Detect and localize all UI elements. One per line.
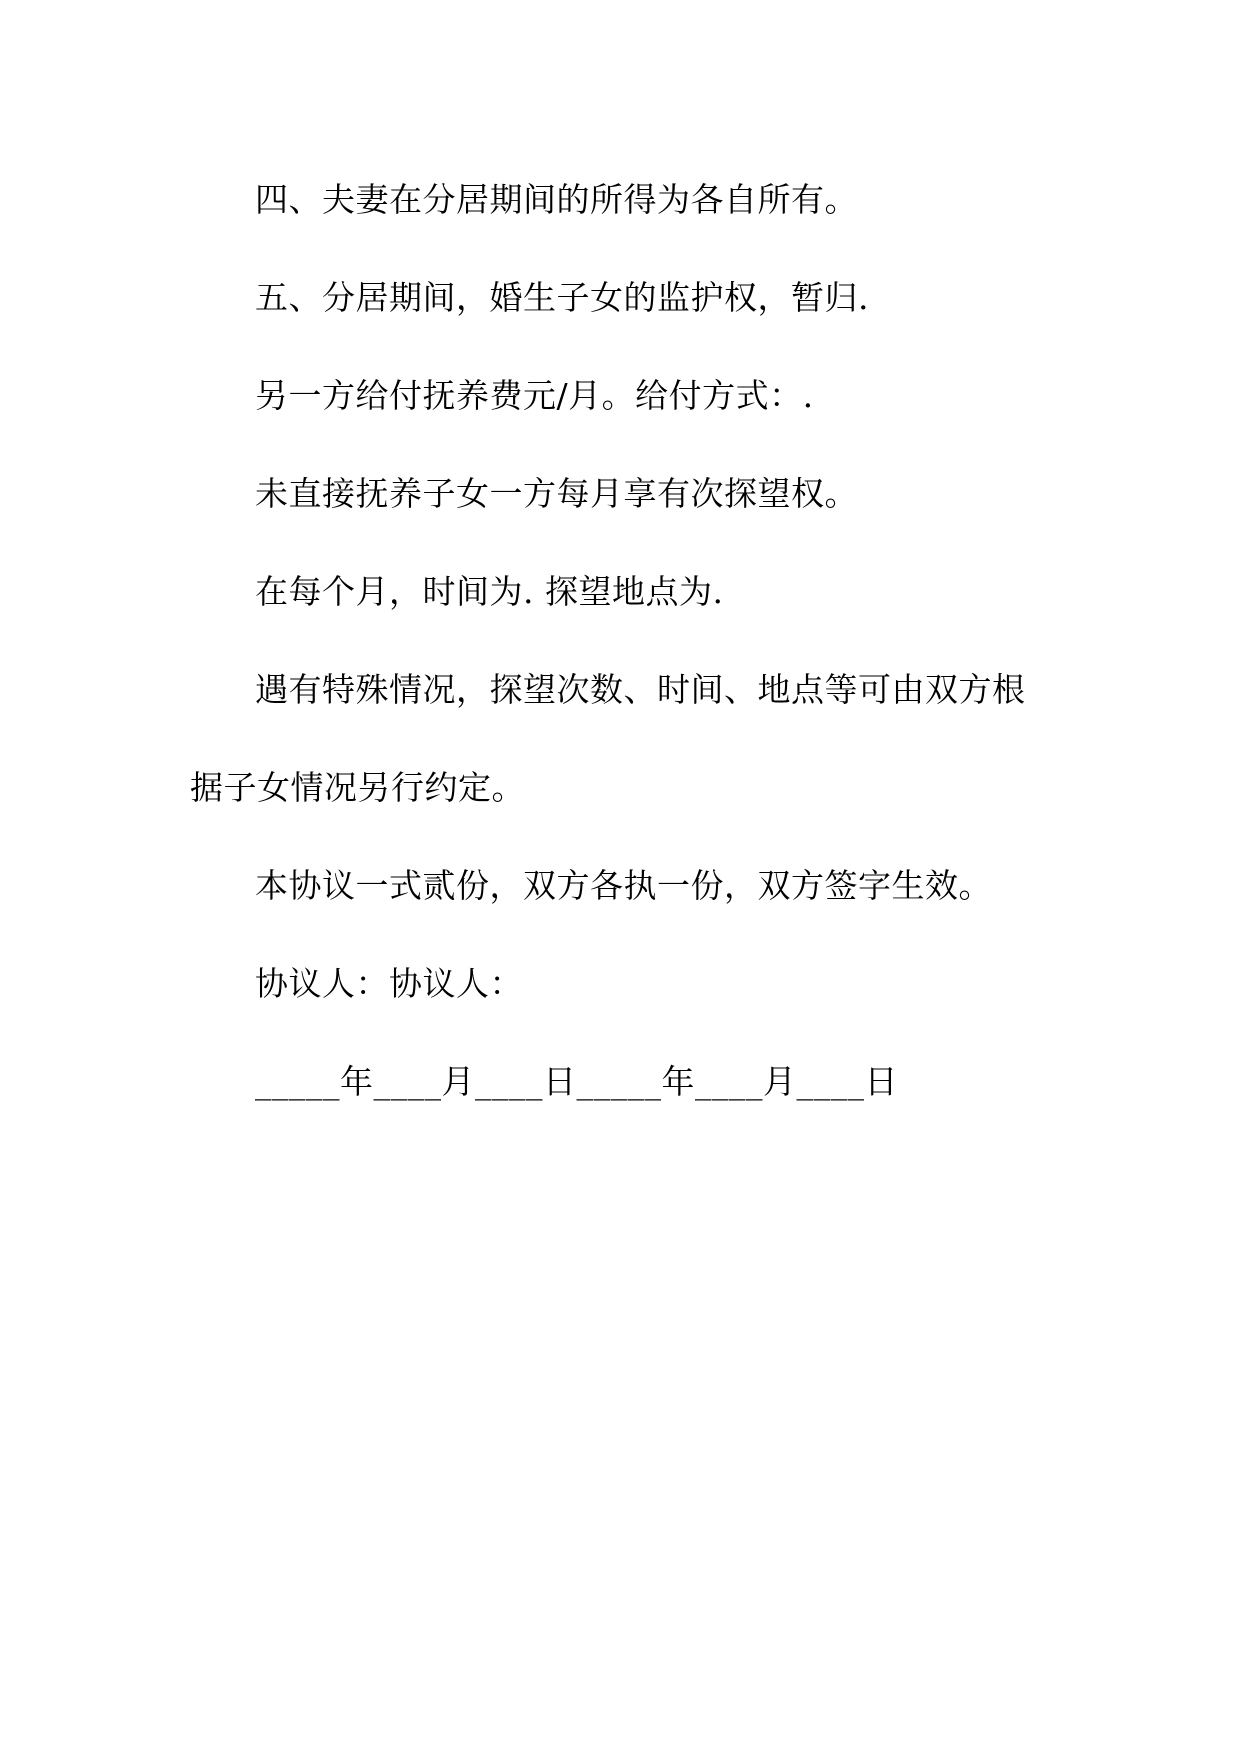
paragraph-special-circumstances-cont: 据子女情况另行约定。	[190, 768, 525, 807]
paragraph-support-payment: 另一方给付抚养费元/月。给付方式：.	[255, 376, 814, 415]
paragraph-visitation-rights: 未直接抚养子女一方每月享有次探望权。	[255, 474, 858, 513]
paragraph-5-custody: 五、分居期间，婚生子女的监护权，暂归.	[255, 278, 869, 317]
paragraph-visitation-time: 在每个月，时间为. 探望地点为.	[255, 572, 724, 611]
paragraph-special-circumstances: 遇有特殊情况，探望次数、时间、地点等可由双方根	[255, 670, 1026, 709]
paragraph-copies: 本协议一式贰份，双方各执一份，双方签字生效。	[255, 866, 992, 905]
signatories-line: 协议人：协议人：	[255, 964, 523, 1003]
date-line: _____年____月____日_____年____月____日	[255, 1062, 898, 1101]
paragraph-4-earnings: 四、夫妻在分居期间的所得为各自所有。	[255, 180, 858, 219]
